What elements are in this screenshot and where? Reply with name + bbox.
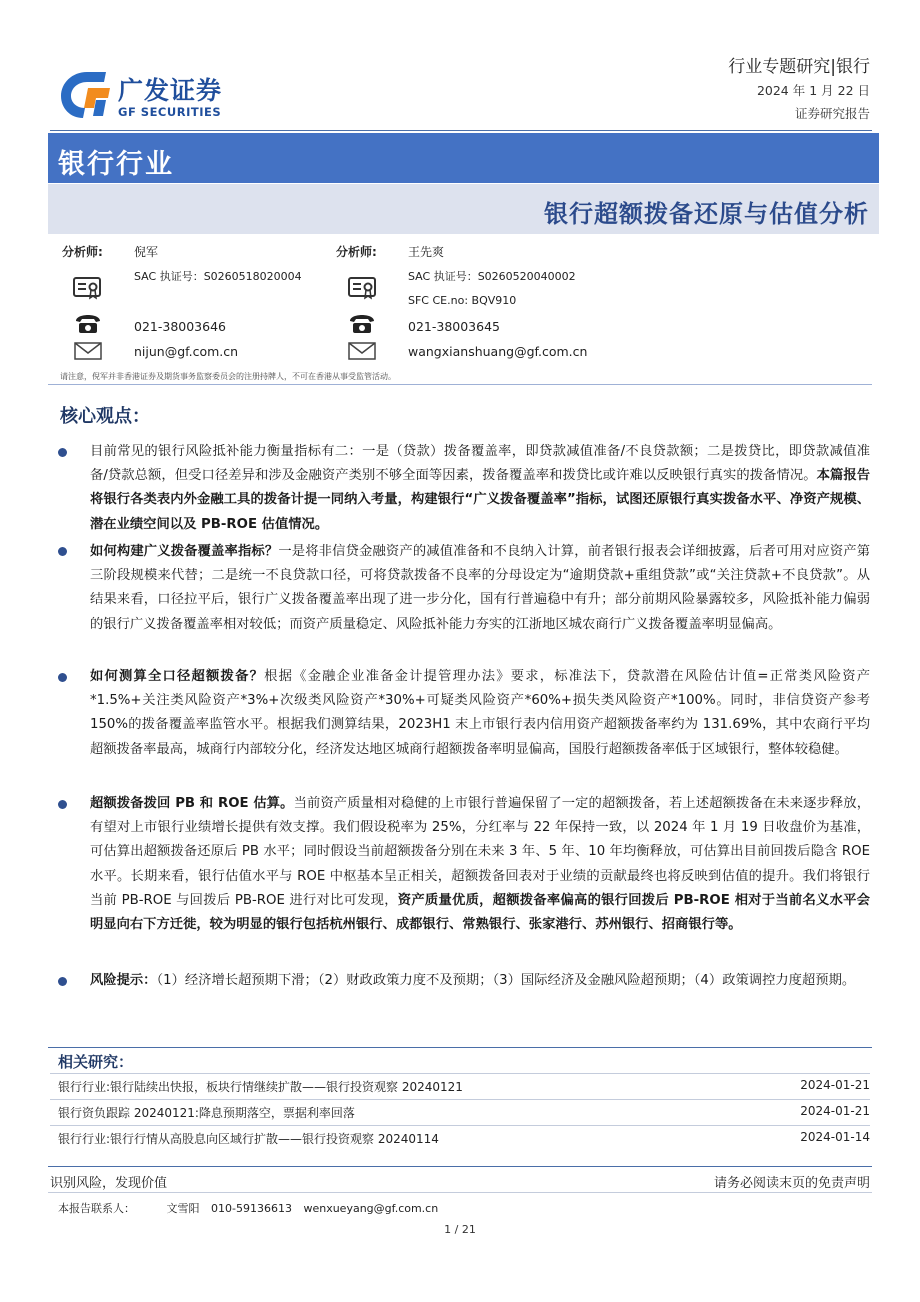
gf-securities-logo xyxy=(58,70,243,122)
sector-band xyxy=(48,133,879,183)
section-divider xyxy=(48,384,872,385)
paragraph-2-head: 如何构建广义拨备覆盖率指标？ xyxy=(90,544,279,559)
paragraph-3-text: 根据《金融企业准备金计提管理办法》要求，标准法下，贷款潜在风险估计值=正常类风险资产*1.5%+关注类风险资产*3%+次级类风险资产*30%+可疑类风险资产*60%+损失类风险资产*100%。同时，非信贷资产参考 150%的拨备覆盖率监管水平。根据我们测算结果，2023H1 末上市银行表内信用资产超额拨备率约为 131.69%，其中农商行平均超额拨备率最高，城商行内部较分化，经济发达地区城商行超额拨备率明显偏高，国股行超额拨备率低于区域银行，整体较稳健。 xyxy=(90,669,871,757)
sector-title: 银行行业 xyxy=(58,149,174,180)
analyst-1-sac: SAC 执证号：S0260518020004 xyxy=(134,270,302,283)
telephone-icon xyxy=(348,314,378,338)
report-category: 行业专题研究|银行 xyxy=(728,57,870,77)
report-title: 银行超额拨备还原与估值分析 xyxy=(544,200,869,228)
paragraph-4 xyxy=(90,792,870,937)
analyst-2-phone: 021-38003645 xyxy=(408,319,500,334)
footer-rule-2 xyxy=(48,1192,872,1193)
bullet-1 xyxy=(58,448,67,457)
related-item-date: 2024-01-21 xyxy=(800,1078,870,1092)
contact-phone: 010-59136613 xyxy=(211,1202,292,1215)
related-research-title: 相关研究： xyxy=(58,1053,134,1071)
related-item-title[interactable]: 银行行业:银行陆续出快报，板块行情继续扩散——银行投资观察 20240121 xyxy=(58,1080,463,1094)
title-band xyxy=(48,184,879,234)
telephone-icon xyxy=(74,314,104,338)
analyst-2-label: 分析师: xyxy=(336,245,377,259)
related-item[interactable] xyxy=(58,1130,870,1154)
related-rule xyxy=(50,1073,870,1074)
paragraph-4-text: 当前资产质量相对稳健的上市银行普遍保留了一定的超额拨备，若上述超额拨备在未来逐步释放，有望对上市银行业绩增长提供有效支撑。我们假设税率为 25%，分红率与 22 年保持一致，以 2024 年 1 月 19 日收盘价为基准，可估算出超额拨备还原后 PB 水平；同时假设当前超额拨备分别在未来 3 年、5 年、10 年均衡释放，可估算出目前回拨后隐含 ROE 水平。长期来看，银行估值水平与 ROE 中枢基本呈正相关，超额拨备回表对于业绩的贡献最终也将反映到估值的提升。我们将银行当前 PB-ROE 与回拨后 PB-ROE 进行对比可发现， xyxy=(90,796,871,908)
paragraph-4-bold: 资产质量优质，超额拨备率偏高的银行回拨后 PB-ROE 相对于当前名义水平会明显向右下方迁徙，较为明显的银行包括杭州银行、成都银行、常熟银行、张家港行、苏州银行、招商银行等。 xyxy=(90,892,870,933)
analyst-2-sfc: SFC CE.no: BQV910 xyxy=(408,294,517,307)
bullet-5 xyxy=(58,977,67,986)
gf-logo-mark-icon xyxy=(58,70,116,120)
paragraph-5-head: 风险提示： xyxy=(90,973,157,988)
core-view-title: 核心观点： xyxy=(60,406,150,427)
paragraph-1-bold: 本篇报告将银行各类表内外金融工具的拨备计提一同纳入考量，构建银行“广义拨备覆盖率”指标，试图还原银行真实拨备水平、净资产规模、潜在业绩空间以及 PB-ROE 估值情况。 xyxy=(90,468,871,532)
paragraph-5 xyxy=(90,969,870,993)
footer-rule xyxy=(48,1166,872,1167)
paragraph-3 xyxy=(90,665,870,762)
brand-cn: 广发证券 xyxy=(118,76,223,105)
contact-line xyxy=(58,1200,438,1216)
related-item-date: 2024-01-21 xyxy=(800,1104,870,1118)
related-rule xyxy=(50,1099,870,1100)
bullet-2 xyxy=(58,547,67,556)
certificate-icon xyxy=(72,276,102,300)
paragraph-1 xyxy=(90,440,870,537)
page-number: 1 / 21 xyxy=(444,1223,476,1236)
contact-name: 文雪阳 xyxy=(166,1202,200,1215)
header-rule xyxy=(50,130,872,131)
report-type: 证券研究报告 xyxy=(794,106,870,121)
analyst-1-email[interactable]: nijun@gf.com.cn xyxy=(134,344,239,359)
paragraph-5-text: （1）经济增长超预期下滑；（2）财政政策力度不及预期；（3）国际经济及金融风险超预期；（4）政策调控力度超预期。 xyxy=(156,973,856,988)
paragraph-4-head: 超额拨备拨回 PB 和 ROE 估算。 xyxy=(90,796,294,811)
analyst-2-email[interactable]: wangxianshuang@gf.com.cn xyxy=(408,344,588,359)
analyst-1-name: 倪军 xyxy=(134,245,159,259)
contact-email[interactable]: wenxueyang@gf.com.cn xyxy=(303,1202,439,1215)
report-date: 2024 年 1 月 22 日 xyxy=(756,83,870,98)
certificate-icon xyxy=(347,276,377,300)
paragraph-2 xyxy=(90,540,870,637)
analyst-1-label: 分析师: xyxy=(62,245,103,259)
brand-en: GF SECURITIES xyxy=(118,105,222,119)
footer-slogan: 识别风险，发现价值 xyxy=(50,1176,168,1191)
related-item-date: 2024-01-14 xyxy=(800,1130,870,1144)
related-rule xyxy=(50,1125,870,1126)
envelope-icon xyxy=(348,341,378,365)
paragraph-3-head: 如何测算全口径超额拨备？ xyxy=(90,669,265,684)
envelope-icon xyxy=(74,341,104,365)
footer-notice[interactable]: 请务必阅读末页的免责声明 xyxy=(713,1176,870,1191)
disclaimer: 请注意，倪军并非香港证券及期货事务监察委员会的注册持牌人，不可在香港从事受监管活动。 xyxy=(60,372,396,381)
related-item-title[interactable]: 银行资负跟踪 20240121:降息预期落空，票据利率回落 xyxy=(58,1106,355,1120)
bullet-3 xyxy=(58,673,67,682)
paragraph-1-text: 目前常见的银行风险抵补能力衡量指标有二：一是（贷款）拨备覆盖率，即贷款减值准备/不良贷款额；二是拨贷比，即贷款减值准备/贷款总额，但受口径差异和涉及金融资产类别不够全面等因素，拨备覆盖率和拨贷比或许难以反映银行真实的拨备情况。 xyxy=(90,444,870,484)
related-top-rule xyxy=(48,1047,872,1048)
related-item-title[interactable]: 银行行业:银行行情从高股息向区域行扩散——银行投资观察 20240114 xyxy=(58,1132,439,1146)
analyst-1-phone: 021-38003646 xyxy=(134,319,226,334)
analyst-2-name: 王先爽 xyxy=(408,245,445,259)
contact-label: 本报告联系人： xyxy=(58,1202,135,1215)
analyst-2-sac: SAC 执证号：S0260520040002 xyxy=(408,270,576,283)
bullet-4 xyxy=(58,800,67,809)
paragraph-2-text: 一是将非信贷金融资产的减值准备和不良纳入计算，前者银行报表会详细披露，后者可用对应资产第三阶段规模来代替；二是统一不良贷款口径，可将贷款拨备不良率的分母设定为“逾期贷款+重组贷款”或“关注贷款+不良贷款”。从结果来看，口径拉平后，银行广义拨备覆盖率出现了进一步分化，国有行普遍稳中有升；部分前期风险暴露较多，风险抵补能力偏弱的银行广义拨备覆盖率相对较低；而资产质量稳定、风险抵补能力夯实的江浙地区城农商行广义拨备覆盖率明显偏高。 xyxy=(90,544,871,632)
